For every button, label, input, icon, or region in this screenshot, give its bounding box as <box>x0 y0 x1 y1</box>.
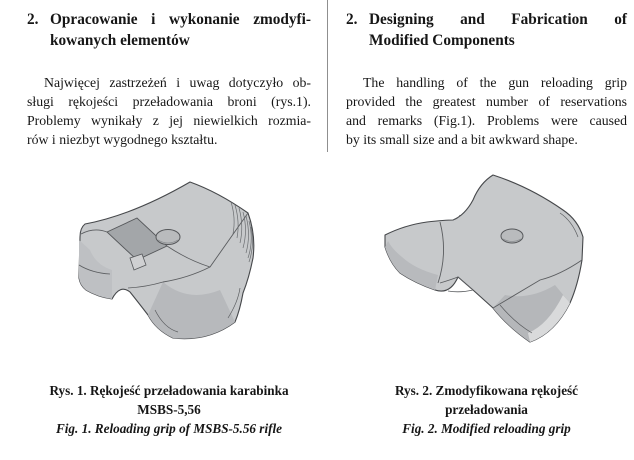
right-heading-number: 2. <box>346 11 358 28</box>
right-column <box>346 9 627 149</box>
right-paragraph-line4: by its small size and a bit awkward shape. <box>346 132 578 147</box>
grip1-hole <box>156 230 180 245</box>
left-column <box>27 9 311 149</box>
figure-1-image <box>68 170 268 350</box>
right-paragraph-line3: and remarks (Fig.1). Problems were caused <box>346 113 627 128</box>
left-paragraph-line2: sługi rękojeści przeładowania broni (rys.1). <box>27 94 311 109</box>
figure-1-caption-pl-line1: Rys. 1. Rękojeść przeładowania karabinka <box>49 383 289 398</box>
right-heading-line1: Designing and Fabrication of <box>369 11 627 28</box>
right-section-heading <box>346 9 627 51</box>
left-paragraph-line1: Najwięcej zastrzeżeń i uwag dotyczyło ob- <box>44 75 311 90</box>
figure-2-image <box>380 165 625 360</box>
grip2-hole <box>501 229 523 243</box>
left-paragraph <box>27 73 311 149</box>
left-heading-text <box>50 9 311 51</box>
left-heading-line2: kowanych elementów <box>50 32 190 49</box>
figure-2-caption <box>346 381 627 438</box>
figure-2-caption-pl-line1: Rys. 2. Zmodyfikowana rękojeść <box>394 383 579 398</box>
column-divider <box>327 0 328 152</box>
figure-2-caption-pl-line2: przeładowania <box>445 402 528 417</box>
right-paragraph-line1: The handling of the gun reloading grip <box>363 75 627 90</box>
right-heading-line2: Modified Components <box>369 32 515 49</box>
figure-1-caption <box>27 381 311 438</box>
figure-1-caption-pl-line2: MSBS-5,56 <box>137 402 201 417</box>
figure-2-caption-en: Fig. 2. Modified reloading grip <box>402 421 571 436</box>
right-heading-text <box>369 9 627 51</box>
right-paragraph <box>346 73 627 149</box>
left-heading-line1: Opracowanie i wykonanie zmodyfi- <box>50 11 311 28</box>
figure-1-caption-en: Fig. 1. Reloading grip of MSBS-5.56 rifle <box>55 421 283 436</box>
left-paragraph-line3: Problemy wynikały z jej niewielkich rozmia- <box>27 113 311 128</box>
left-heading-number: 2. <box>27 11 39 28</box>
left-section-heading <box>27 9 311 51</box>
right-paragraph-line2: provided the greatest number of reservations <box>346 94 627 109</box>
left-paragraph-line4: rów i niezbyt wygodnego kształtu. <box>27 132 218 147</box>
